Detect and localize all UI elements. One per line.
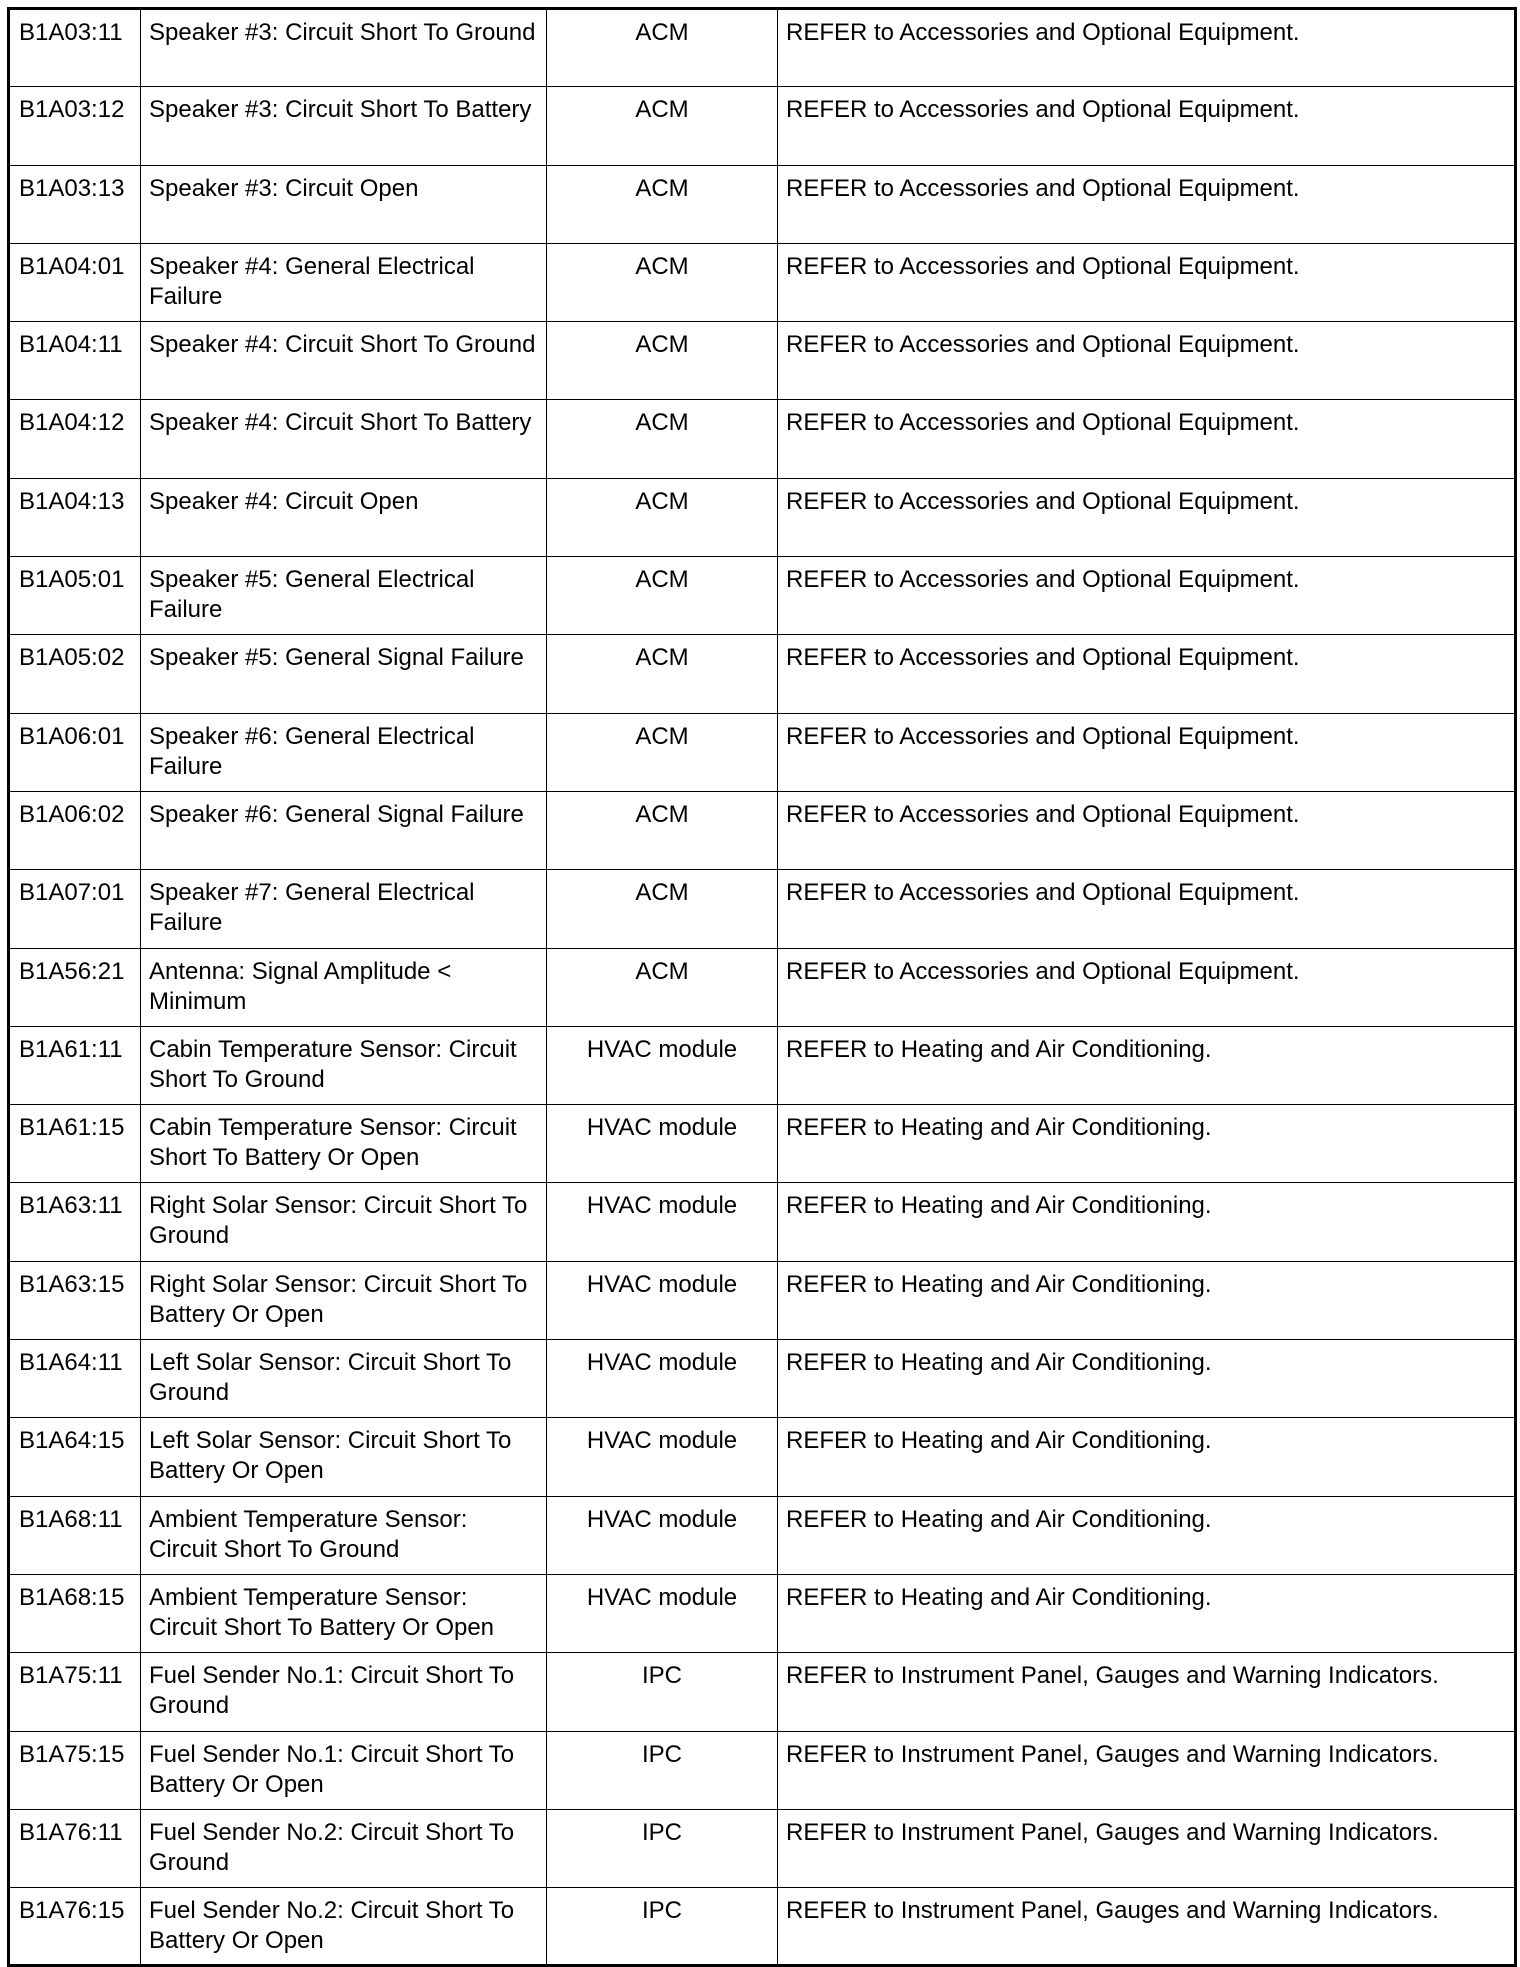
dtc-action-cell: REFER to Heating and Air Conditioning. bbox=[778, 1105, 1516, 1183]
dtc-action-cell: REFER to Accessories and Optional Equipment. bbox=[778, 400, 1516, 478]
dtc-module-cell: IPC bbox=[547, 1731, 778, 1809]
dtc-code-cell: B1A76:15 bbox=[9, 1888, 141, 1966]
table-row bbox=[9, 1105, 1516, 1183]
dtc-module-cell: ACM bbox=[547, 635, 778, 713]
dtc-action-cell: REFER to Accessories and Optional Equipment. bbox=[778, 322, 1516, 400]
dtc-description-cell: Fuel Sender No.1: Circuit Short To Ground bbox=[141, 1653, 547, 1731]
dtc-table bbox=[7, 7, 1517, 1967]
dtc-action-cell: REFER to Heating and Air Conditioning. bbox=[778, 1026, 1516, 1104]
dtc-action-cell: REFER to Instrument Panel, Gauges and Warning Indicators. bbox=[778, 1653, 1516, 1731]
dtc-module-cell: ACM bbox=[547, 948, 778, 1026]
table-row bbox=[9, 1653, 1516, 1731]
dtc-code-cell: B1A68:15 bbox=[9, 1574, 141, 1652]
table-row bbox=[9, 870, 1516, 948]
dtc-code-cell: B1A03:13 bbox=[9, 165, 141, 243]
dtc-code-cell: B1A56:21 bbox=[9, 948, 141, 1026]
dtc-code-cell: B1A68:11 bbox=[9, 1496, 141, 1574]
dtc-code-cell: B1A06:01 bbox=[9, 713, 141, 791]
dtc-action-cell: REFER to Accessories and Optional Equipment. bbox=[778, 557, 1516, 635]
dtc-module-cell: ACM bbox=[547, 165, 778, 243]
dtc-description-cell: Antenna: Signal Amplitude < Minimum bbox=[141, 948, 547, 1026]
dtc-module-cell: ACM bbox=[547, 243, 778, 321]
dtc-description-cell: Speaker #6: General Electrical Failure bbox=[141, 713, 547, 791]
dtc-action-cell: REFER to Heating and Air Conditioning. bbox=[778, 1574, 1516, 1652]
dtc-module-cell: ACM bbox=[547, 400, 778, 478]
dtc-action-cell: REFER to Instrument Panel, Gauges and Warning Indicators. bbox=[778, 1809, 1516, 1887]
dtc-code-cell: B1A63:11 bbox=[9, 1183, 141, 1261]
dtc-action-cell: REFER to Accessories and Optional Equipment. bbox=[778, 478, 1516, 556]
dtc-code-cell: B1A05:01 bbox=[9, 557, 141, 635]
table-row bbox=[9, 713, 1516, 791]
dtc-module-cell: ACM bbox=[547, 9, 778, 87]
dtc-description-cell: Left Solar Sensor: Circuit Short To Ground bbox=[141, 1340, 547, 1418]
table-row bbox=[9, 791, 1516, 869]
dtc-action-cell: REFER to Instrument Panel, Gauges and Warning Indicators. bbox=[778, 1731, 1516, 1809]
dtc-code-cell: B1A76:11 bbox=[9, 1809, 141, 1887]
dtc-action-cell: REFER to Accessories and Optional Equipment. bbox=[778, 87, 1516, 165]
dtc-description-cell: Speaker #4: Circuit Short To Battery bbox=[141, 400, 547, 478]
dtc-action-cell: REFER to Accessories and Optional Equipment. bbox=[778, 165, 1516, 243]
dtc-description-cell: Cabin Temperature Sensor: Circuit Short To Ground bbox=[141, 1026, 547, 1104]
table-row bbox=[9, 400, 1516, 478]
dtc-description-cell: Speaker #4: Circuit Open bbox=[141, 478, 547, 556]
dtc-code-cell: B1A61:15 bbox=[9, 1105, 141, 1183]
dtc-module-cell: HVAC module bbox=[547, 1418, 778, 1496]
table-row bbox=[9, 1340, 1516, 1418]
dtc-description-cell: Fuel Sender No.2: Circuit Short To Battery Or Open bbox=[141, 1888, 547, 1966]
dtc-action-cell: REFER to Accessories and Optional Equipment. bbox=[778, 243, 1516, 321]
table-row bbox=[9, 1418, 1516, 1496]
dtc-description-cell: Left Solar Sensor: Circuit Short To Battery Or Open bbox=[141, 1418, 547, 1496]
table-row bbox=[9, 322, 1516, 400]
dtc-code-cell: B1A61:11 bbox=[9, 1026, 141, 1104]
table-row bbox=[9, 1496, 1516, 1574]
dtc-table-body bbox=[9, 9, 1516, 1966]
table-row bbox=[9, 948, 1516, 1026]
dtc-description-cell: Ambient Temperature Sensor: Circuit Short To Battery Or Open bbox=[141, 1574, 547, 1652]
dtc-description-cell: Speaker #3: Circuit Open bbox=[141, 165, 547, 243]
dtc-module-cell: HVAC module bbox=[547, 1574, 778, 1652]
dtc-module-cell: ACM bbox=[547, 322, 778, 400]
table-row bbox=[9, 9, 1516, 87]
dtc-code-cell: B1A04:13 bbox=[9, 478, 141, 556]
dtc-code-cell: B1A03:12 bbox=[9, 87, 141, 165]
table-row bbox=[9, 557, 1516, 635]
dtc-module-cell: ACM bbox=[547, 713, 778, 791]
dtc-module-cell: ACM bbox=[547, 478, 778, 556]
dtc-code-cell: B1A04:12 bbox=[9, 400, 141, 478]
dtc-action-cell: REFER to Accessories and Optional Equipment. bbox=[778, 870, 1516, 948]
dtc-module-cell: ACM bbox=[547, 87, 778, 165]
dtc-action-cell: REFER to Heating and Air Conditioning. bbox=[778, 1261, 1516, 1339]
dtc-description-cell: Cabin Temperature Sensor: Circuit Short To Battery Or Open bbox=[141, 1105, 547, 1183]
table-row bbox=[9, 1888, 1516, 1966]
dtc-code-cell: B1A63:15 bbox=[9, 1261, 141, 1339]
table-row bbox=[9, 1026, 1516, 1104]
dtc-module-cell: HVAC module bbox=[547, 1105, 778, 1183]
dtc-action-cell: REFER to Accessories and Optional Equipment. bbox=[778, 635, 1516, 713]
dtc-code-cell: B1A64:11 bbox=[9, 1340, 141, 1418]
dtc-action-cell: REFER to Accessories and Optional Equipment. bbox=[778, 9, 1516, 87]
dtc-action-cell: REFER to Heating and Air Conditioning. bbox=[778, 1418, 1516, 1496]
table-row bbox=[9, 1809, 1516, 1887]
dtc-action-cell: REFER to Heating and Air Conditioning. bbox=[778, 1340, 1516, 1418]
table-row bbox=[9, 1574, 1516, 1652]
dtc-code-cell: B1A75:15 bbox=[9, 1731, 141, 1809]
dtc-action-cell: REFER to Instrument Panel, Gauges and Warning Indicators. bbox=[778, 1888, 1516, 1966]
dtc-action-cell: REFER to Accessories and Optional Equipment. bbox=[778, 713, 1516, 791]
dtc-code-cell: B1A64:15 bbox=[9, 1418, 141, 1496]
dtc-description-cell: Right Solar Sensor: Circuit Short To Ground bbox=[141, 1183, 547, 1261]
dtc-description-cell: Ambient Temperature Sensor: Circuit Short To Ground bbox=[141, 1496, 547, 1574]
dtc-action-cell: REFER to Accessories and Optional Equipment. bbox=[778, 948, 1516, 1026]
dtc-description-cell: Speaker #4: General Electrical Failure bbox=[141, 243, 547, 321]
dtc-module-cell: HVAC module bbox=[547, 1261, 778, 1339]
dtc-code-cell: B1A04:11 bbox=[9, 322, 141, 400]
dtc-module-cell: HVAC module bbox=[547, 1496, 778, 1574]
dtc-action-cell: REFER to Accessories and Optional Equipment. bbox=[778, 791, 1516, 869]
dtc-module-cell: IPC bbox=[547, 1888, 778, 1966]
dtc-description-cell: Right Solar Sensor: Circuit Short To Battery Or Open bbox=[141, 1261, 547, 1339]
dtc-description-cell: Speaker #3: Circuit Short To Ground bbox=[141, 9, 547, 87]
dtc-action-cell: REFER to Heating and Air Conditioning. bbox=[778, 1496, 1516, 1574]
table-row bbox=[9, 165, 1516, 243]
dtc-code-cell: B1A75:11 bbox=[9, 1653, 141, 1731]
dtc-module-cell: ACM bbox=[547, 870, 778, 948]
table-row bbox=[9, 1183, 1516, 1261]
table-row bbox=[9, 243, 1516, 321]
dtc-description-cell: Speaker #5: General Electrical Failure bbox=[141, 557, 547, 635]
dtc-module-cell: HVAC module bbox=[547, 1340, 778, 1418]
dtc-action-cell: REFER to Heating and Air Conditioning. bbox=[778, 1183, 1516, 1261]
dtc-code-cell: B1A05:02 bbox=[9, 635, 141, 713]
table-row bbox=[9, 1261, 1516, 1339]
dtc-description-cell: Speaker #4: Circuit Short To Ground bbox=[141, 322, 547, 400]
dtc-code-cell: B1A03:11 bbox=[9, 9, 141, 87]
dtc-code-cell: B1A06:02 bbox=[9, 791, 141, 869]
dtc-description-cell: Fuel Sender No.2: Circuit Short To Ground bbox=[141, 1809, 547, 1887]
dtc-code-cell: B1A04:01 bbox=[9, 243, 141, 321]
table-row bbox=[9, 87, 1516, 165]
table-row bbox=[9, 478, 1516, 556]
dtc-table-page bbox=[7, 7, 1514, 1967]
dtc-description-cell: Speaker #5: General Signal Failure bbox=[141, 635, 547, 713]
dtc-module-cell: HVAC module bbox=[547, 1026, 778, 1104]
dtc-module-cell: ACM bbox=[547, 791, 778, 869]
dtc-module-cell: IPC bbox=[547, 1809, 778, 1887]
dtc-module-cell: IPC bbox=[547, 1653, 778, 1731]
table-row bbox=[9, 635, 1516, 713]
dtc-description-cell: Speaker #3: Circuit Short To Battery bbox=[141, 87, 547, 165]
dtc-code-cell: B1A07:01 bbox=[9, 870, 141, 948]
dtc-description-cell: Fuel Sender No.1: Circuit Short To Battery Or Open bbox=[141, 1731, 547, 1809]
dtc-module-cell: HVAC module bbox=[547, 1183, 778, 1261]
dtc-module-cell: ACM bbox=[547, 557, 778, 635]
table-row bbox=[9, 1731, 1516, 1809]
dtc-description-cell: Speaker #6: General Signal Failure bbox=[141, 791, 547, 869]
dtc-description-cell: Speaker #7: General Electrical Failure bbox=[141, 870, 547, 948]
